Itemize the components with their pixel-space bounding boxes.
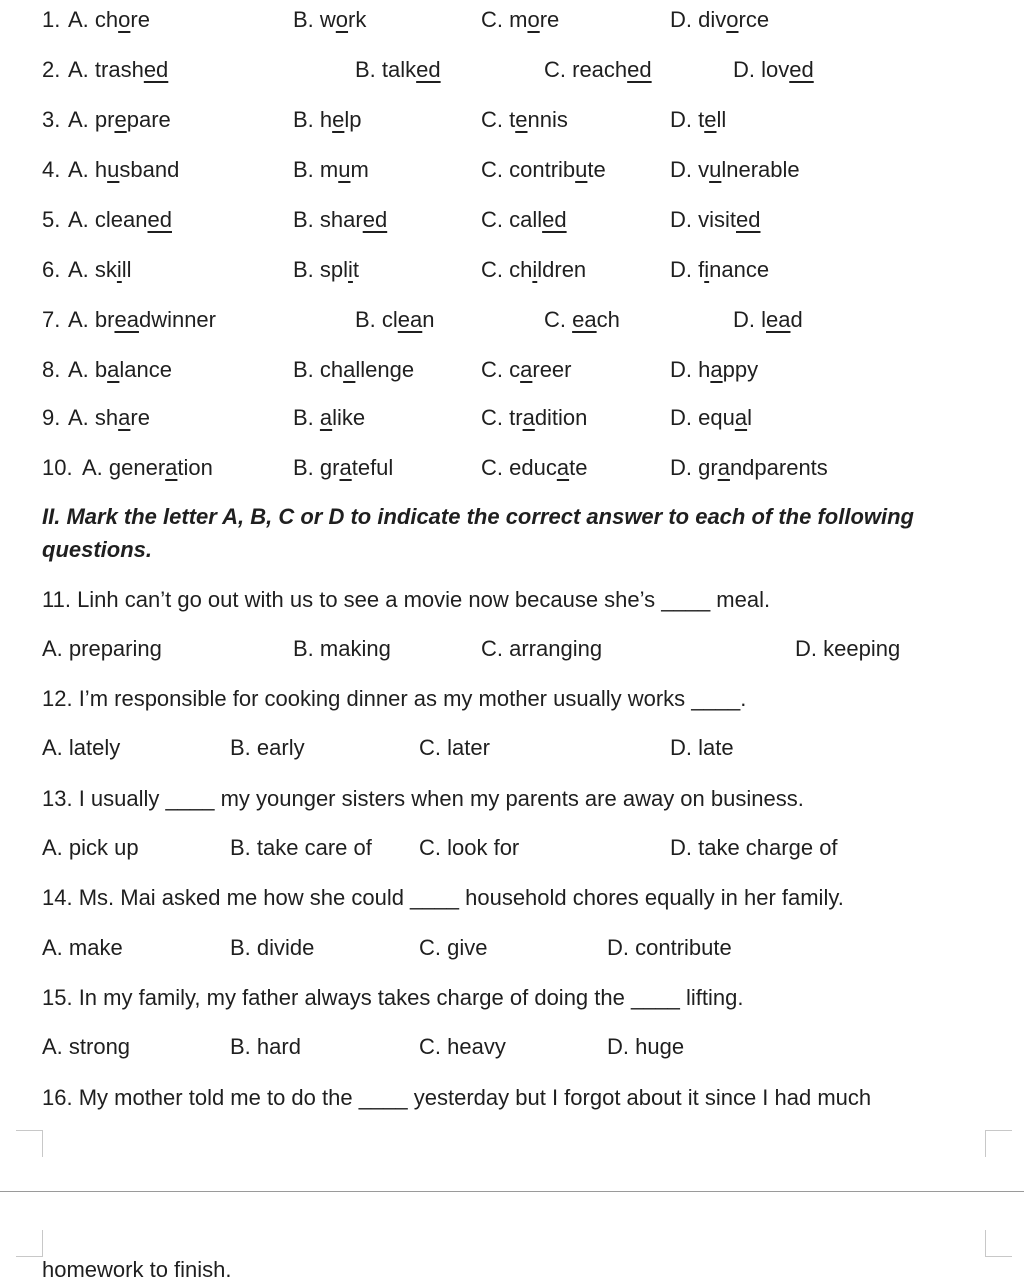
option-text: nance — [709, 257, 770, 282]
option-a[interactable] — [68, 255, 132, 285]
question-number: 5. — [42, 207, 61, 232]
question-number: 8. — [42, 357, 61, 382]
pronunciation-row — [0, 105, 1024, 135]
underlined-sound: a — [107, 357, 120, 382]
option-b[interactable] — [293, 355, 414, 385]
option-a[interactable] — [68, 155, 179, 185]
option-text: C. c — [481, 357, 521, 382]
option-text: B. w — [293, 7, 336, 32]
underlined-sound: a — [717, 455, 730, 480]
option-c[interactable] — [481, 155, 606, 185]
option-text: llenge — [355, 357, 415, 382]
option-b[interactable] — [293, 255, 359, 285]
pronunciation-row — [0, 205, 1024, 235]
underlined-sound: a — [118, 405, 131, 430]
option-text: m — [350, 157, 369, 182]
option-text: C. contrib — [481, 157, 576, 182]
option-text: B. h — [293, 107, 333, 132]
question-number: 1. — [42, 7, 61, 32]
question-text: 16. My mother told me to do the ____ yesterday but I forgot about it since I had much — [42, 1085, 872, 1110]
question-16-continuation: homework to finish. — [42, 1257, 232, 1282]
answer-option-b[interactable]: B. take care of — [230, 835, 372, 860]
option-text: te — [569, 455, 588, 480]
answer-option-b[interactable]: B. early — [230, 735, 305, 760]
answer-option-a[interactable]: A. strong — [42, 1034, 131, 1059]
option-text: d — [790, 307, 803, 332]
option-text: nnis — [527, 107, 568, 132]
pronunciation-row — [0, 355, 1024, 385]
underlined-sound: ea — [114, 307, 139, 332]
option-text: A. sk — [68, 257, 117, 282]
underlined-sound: e — [515, 107, 528, 132]
pronunciation-row — [0, 305, 1024, 335]
option-text: B. talk — [355, 57, 417, 82]
question-number: 3. — [42, 107, 61, 132]
underlined-sound: i — [704, 257, 710, 282]
option-text: re — [539, 7, 560, 32]
option-text: dition — [534, 405, 588, 430]
option-d[interactable] — [733, 55, 814, 85]
option-text: n — [422, 307, 435, 332]
underlined-sound: ed — [362, 207, 388, 232]
question-number: 4. — [42, 157, 61, 182]
answer-option-b[interactable]: B. making — [293, 636, 391, 661]
underlined-sound: o — [726, 7, 739, 32]
option-d[interactable] — [733, 305, 803, 335]
option-a[interactable] — [68, 205, 172, 235]
option-text: C. call — [481, 207, 543, 232]
option-text: B. shar — [293, 207, 363, 232]
option-text: D. equ — [670, 405, 735, 430]
option-b[interactable] — [293, 403, 365, 433]
underlined-sound: o — [335, 7, 349, 32]
underlined-sound: a — [520, 357, 533, 382]
option-text: dwinner — [138, 307, 216, 332]
question-text: 13. I usually ____ my younger sisters when my parents are away on business. — [42, 786, 804, 811]
option-d[interactable] — [670, 355, 758, 385]
underlined-sound: a — [165, 455, 178, 480]
underlined-sound: ed — [789, 57, 814, 82]
option-text: ll — [716, 107, 727, 132]
question-text: 15. In my family, my father always takes charge of doing the ____ lifting. — [42, 985, 744, 1010]
option-d[interactable] — [670, 255, 769, 285]
pronunciation-row — [0, 255, 1024, 285]
option-c[interactable] — [481, 5, 559, 35]
pronunciation-row — [0, 453, 1024, 483]
question-text: 11. Linh can’t go out with us to see a movie now because she’s ____ meal. — [42, 587, 771, 612]
option-text: rk — [348, 7, 367, 32]
section-heading: II. Mark the letter A, B, C or D to indicate the correct answer to each of the following questions. — [42, 504, 914, 562]
option-d[interactable] — [670, 155, 800, 185]
underlined-sound: a — [734, 405, 748, 430]
option-text: lnerable — [721, 157, 800, 182]
option-text: B. gr — [293, 455, 340, 480]
option-text: teful — [351, 455, 394, 480]
option-text: ldren — [537, 257, 587, 282]
option-a[interactable] — [82, 453, 213, 483]
underlined-sound: u — [107, 157, 120, 182]
option-text: C. t — [481, 107, 516, 132]
option-text: tion — [177, 455, 213, 480]
option-text: C. reach — [544, 57, 628, 82]
option-text: sband — [119, 157, 180, 182]
option-b[interactable] — [355, 305, 435, 335]
option-a[interactable] — [68, 55, 168, 85]
option-a[interactable] — [68, 305, 216, 335]
option-c[interactable] — [481, 205, 567, 235]
option-text: D. f — [670, 257, 705, 282]
option-text: D. h — [670, 357, 711, 382]
option-c[interactable] — [481, 105, 568, 135]
answer-option-c[interactable]: C. give — [419, 935, 488, 960]
option-text: ppy — [722, 357, 759, 382]
answer-option-d[interactable]: D. late — [670, 735, 734, 760]
option-d[interactable] — [670, 205, 760, 235]
underlined-sound: a — [339, 455, 352, 480]
underlined-sound: ea — [397, 307, 423, 332]
question-text: 14. Ms. Mai asked me how she could ____ household chores equally in her family. — [42, 885, 844, 910]
underlined-sound: ed — [627, 57, 652, 82]
answer-option-b[interactable]: B. divide — [230, 935, 315, 960]
option-text: t — [352, 257, 360, 282]
page-break-divider — [0, 1191, 1024, 1192]
answer-option-d[interactable]: D. huge — [607, 1034, 685, 1059]
underlined-sound: i — [532, 257, 538, 282]
option-text: re — [130, 405, 150, 430]
option-text: C. tr — [481, 405, 523, 430]
underlined-sound: a — [343, 357, 356, 382]
option-b[interactable] — [293, 5, 366, 35]
option-text: D. v — [670, 157, 710, 182]
option-text: C. ch — [481, 257, 533, 282]
option-b[interactable] — [355, 55, 441, 85]
underlined-sound: ea — [766, 307, 791, 332]
option-text: D. div — [670, 7, 727, 32]
option-a[interactable] — [68, 403, 150, 433]
underlined-sound: ed — [143, 57, 169, 82]
option-d[interactable] — [670, 5, 769, 35]
answer-option-c[interactable]: C. look for — [419, 835, 520, 860]
option-text: l — [747, 405, 752, 430]
option-text: lance — [119, 357, 172, 382]
option-text: C. m — [481, 7, 528, 32]
option-text: ll — [121, 257, 132, 282]
underlined-sound: u — [575, 157, 588, 182]
option-d[interactable] — [670, 453, 828, 483]
underlined-sound: e — [114, 107, 127, 132]
option-b[interactable] — [293, 205, 387, 235]
question-number: 7. — [42, 307, 61, 332]
pronunciation-row — [0, 55, 1024, 85]
option-text: te — [587, 157, 606, 182]
option-text: D. l — [733, 307, 766, 332]
underlined-sound: u — [338, 157, 351, 182]
option-d[interactable] — [670, 105, 726, 135]
underlined-sound: a — [522, 405, 535, 430]
option-text: A. sh — [68, 405, 119, 430]
option-c[interactable] — [544, 305, 620, 335]
option-text: A. b — [68, 357, 108, 382]
pronunciation-row — [0, 403, 1024, 433]
page-corner-top-right — [985, 1130, 1012, 1157]
option-text: A. trash — [68, 57, 144, 82]
underlined-sound: ed — [736, 207, 761, 232]
option-text: reer — [532, 357, 572, 382]
underlined-sound: ed — [542, 207, 567, 232]
option-b[interactable] — [293, 105, 362, 135]
answer-option-b[interactable]: B. hard — [230, 1034, 301, 1059]
answer-option-c[interactable]: C. later — [419, 735, 490, 760]
option-c[interactable] — [544, 55, 652, 85]
option-text: B. cl — [355, 307, 398, 332]
option-text: B. ch — [293, 357, 344, 382]
option-text: A. pr — [68, 107, 115, 132]
answer-option-a[interactable]: A. preparing — [42, 636, 162, 661]
underlined-sound: a — [710, 357, 723, 382]
pronunciation-row — [0, 155, 1024, 185]
option-text: lp — [344, 107, 362, 132]
option-text: B. m — [293, 157, 339, 182]
option-a[interactable] — [68, 5, 150, 35]
option-a[interactable] — [68, 105, 171, 135]
option-c[interactable] — [481, 403, 587, 433]
option-b[interactable] — [293, 155, 369, 185]
option-b[interactable] — [293, 453, 393, 483]
underlined-sound: a — [319, 405, 333, 430]
option-text: C. — [544, 307, 573, 332]
option-text: A. clean — [68, 207, 148, 232]
pronunciation-row — [0, 5, 1024, 35]
question-text: 12. I’m responsible for cooking dinner as my mother usually works ____. — [42, 686, 747, 711]
page-corner-bottom-left — [16, 1230, 43, 1257]
option-a[interactable] — [68, 355, 172, 385]
question-number: 10. — [42, 455, 73, 480]
option-text: ch — [596, 307, 620, 332]
underlined-sound: e — [704, 107, 717, 132]
answer-option-a[interactable]: A. make — [42, 935, 123, 960]
option-text: C. educ — [481, 455, 557, 480]
answer-option-c[interactable]: C. heavy — [419, 1034, 506, 1059]
option-text: D. visit — [670, 207, 736, 232]
underlined-sound: ed — [147, 207, 172, 232]
page-corner-bottom-right — [985, 1230, 1012, 1257]
underlined-sound: ea — [572, 307, 597, 332]
underlined-sound: e — [332, 107, 345, 132]
underlined-sound: u — [709, 157, 722, 182]
option-text: A. br — [68, 307, 115, 332]
option-text: rce — [738, 7, 770, 32]
option-text: D. gr — [670, 455, 718, 480]
option-d[interactable] — [670, 403, 752, 433]
option-text: A. h — [68, 157, 108, 182]
answer-option-a[interactable]: A. pick up — [42, 835, 139, 860]
option-text: B. — [293, 405, 320, 430]
option-text: D. lov — [733, 57, 790, 82]
option-c[interactable] — [481, 355, 572, 385]
question-number: 6. — [42, 257, 61, 282]
option-text: B. spl — [293, 257, 349, 282]
underlined-sound: o — [118, 7, 131, 32]
option-c[interactable] — [481, 255, 586, 285]
answer-option-a[interactable]: A. lately — [42, 735, 121, 760]
option-text: ndparents — [729, 455, 828, 480]
option-text: A. ch — [68, 7, 119, 32]
answer-option-d[interactable]: D. contribute — [607, 935, 732, 960]
option-text: like — [332, 405, 366, 430]
underlined-sound: i — [116, 257, 122, 282]
underlined-sound: a — [556, 455, 570, 480]
option-text: A. gener — [82, 455, 166, 480]
option-c[interactable] — [481, 453, 587, 483]
question-number: 9. — [42, 405, 61, 430]
underlined-sound: o — [527, 7, 540, 32]
question-number: 2. — [42, 57, 61, 82]
page-corner-top-left — [16, 1130, 43, 1157]
option-text: re — [130, 7, 150, 32]
underlined-sound: ed — [416, 57, 441, 82]
option-text: pare — [126, 107, 171, 132]
answer-option-d[interactable]: D. take charge of — [670, 835, 838, 860]
option-text: D. t — [670, 107, 705, 132]
underlined-sound: i — [348, 257, 353, 282]
answer-option-d[interactable]: D. keeping — [795, 636, 901, 661]
answer-option-c[interactable]: C. arranging — [481, 636, 603, 661]
